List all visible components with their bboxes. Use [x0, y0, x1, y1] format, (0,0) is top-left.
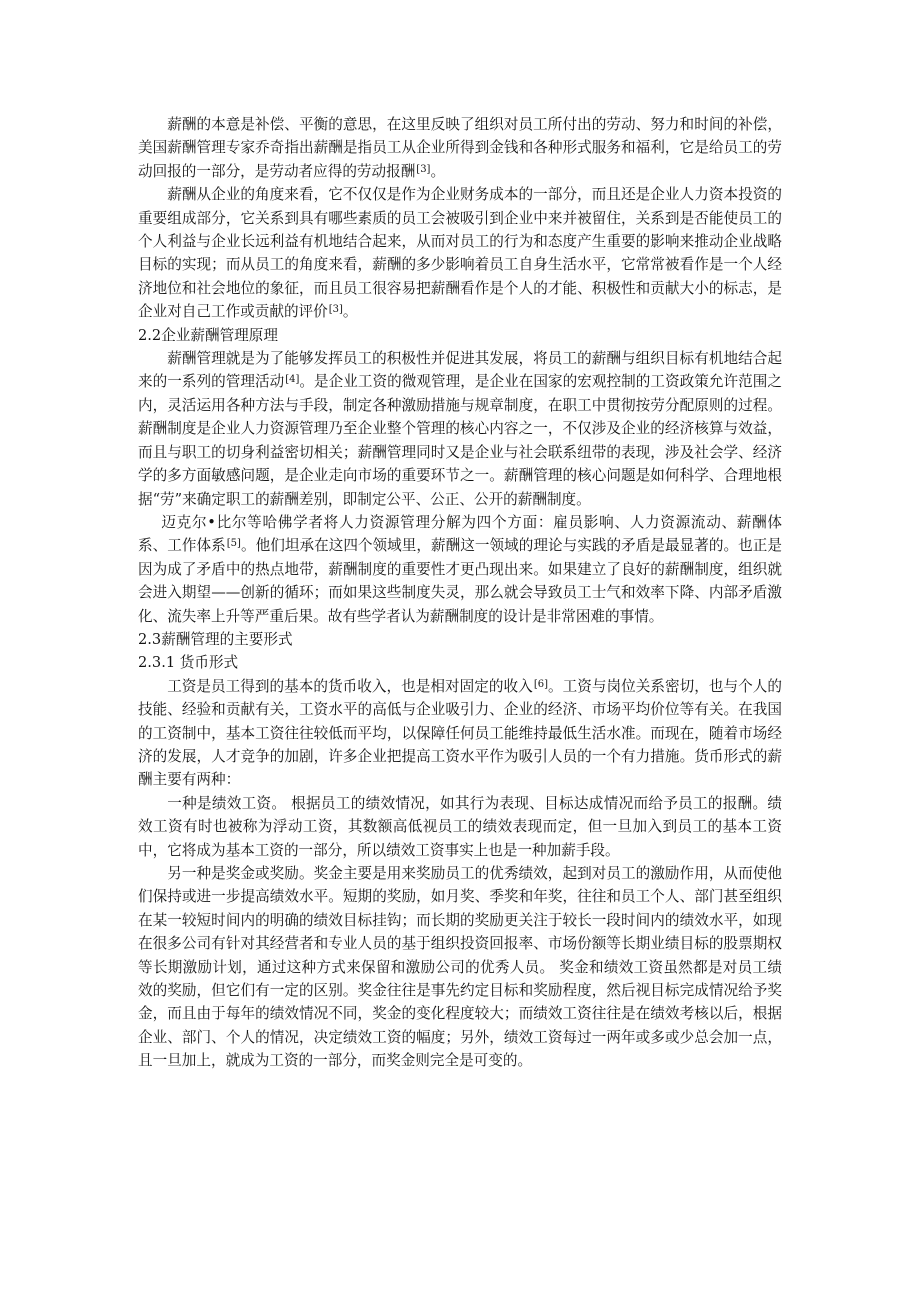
paragraph-harvard-scholars: 迈克尔•比尔等哈佛学者将人力资源管理分解为四个方面：雇员影响、人力资源流动、薪酬体系、工作体系[5]。他们坦承在这四个领域里，薪酬这一领域的理论与实践的矛盾是最显著的。也正是因为成了矛盾中的热点地带，薪酬制度的重要性才更凸现出来。如果建立了良好的薪酬制度，组织就会进入期望——创新的循环；而如果这些制度失灵，那么就会导致员工士气和效率下降、内部矛盾激化、流失率上升等严重后果。故有些学者认为薪酬制度的设计是非常困难的事情。 — [138, 513, 782, 625]
citation-ref: [3] — [416, 163, 431, 175]
paragraph-salary-perspectives: 薪酬从企业的角度来看，它不仅仅是作为企业财务成本的一部分，而且还是企业人力资本投资的重要组成部分，它关系到具有哪些素质的员工会被吸引到企业中来并被留住，关系到是否能使员工的个人利益与企业长远利益有机地结合起来，从而对员工的行为和态度产生重要的影响来推动企业战略目标的实现；而从员工的角度来看，薪酬的多少影响着员工自身生活水平，它常常被看作是一个人经济地位和社会地位的象征，而且员工很容易把薪酬看作是个人的才能、积极性和贡献大小的标志，是企业对自己工作或贡献的评价[3]。 — [138, 186, 782, 321]
section-heading-2-2: 2.2企业薪酬管理原理 — [138, 326, 278, 344]
paragraph-performance-pay: 一种是绩效工资。 根据员工的绩效情况，如其行为表现、目标达成情况而给予员工的报酬。绩效工资有时也被称为浮动工资，其数额高低视员工的绩效表现而定，但一旦加入到员工的基本工资中，它将成为基本工资的一部分，所以绩效工资事实上也是一种加薪手段。 — [138, 794, 782, 859]
paragraph-wages: 工资是员工得到的基本的货币收入，也是相对固定的收入[6]。工资与岗位关系密切，也与个人的技能、经验和贡献有关，工资水平的高低与企业吸引力、企业的经济、市场平均价位等有关。在我国的工资制中，基本工资往往较低而平均，以保障任何员工能维持最低生活水准。而现在，随着市场经济的发展，人才竞争的加剧，许多企业把提高工资水平作为吸引人员的一个有力措施。货币形式的薪酬主要有两种： — [138, 677, 782, 789]
citation-ref: [5] — [226, 538, 241, 550]
citation-ref: [4] — [285, 374, 300, 386]
paragraph-salary-meaning: 薪酬的本意是补偿、平衡的意思，在这里反映了组织对员工所付出的劳动、努力和时间的补偿，美国薪酬管理专家乔奇指出薪酬是指员工从企业所得到金钱和各种形式服务和福利，它是给员工的劳动回报的一部分，是劳动者应得的劳动报酬[3]。 — [138, 116, 782, 180]
section-heading-2-3-1: 2.3.1 货币形式 — [138, 654, 239, 672]
citation-ref: [6] — [533, 678, 548, 690]
paragraph-bonus: 另一种是奖金或奖励。奖金主要是用来奖励员工的优秀绩效，起到对员工的激励作用，从而使他们保持或进一步提高绩效水平。短期的奖励，如月奖、季奖和年奖，往往和员工个人、部门甚至组织在某一较短时间内的明确的绩效目标挂钩；而长期的奖励更关注于较长一段时间内的绩效水平，如现在很多公司有针对其经营者和专业人员的基于组织投资回报率、市场份额等长期业绩目标的股票期权等长期激励计划，通过这种方式来保留和激励公司的优秀人员。 奖金和绩效工资虽然都是对员工绩效的奖励，但它们有一定的区别。奖金往往是事先约定目标和奖励程度，然后视目标完成情况给予奖金，而且由于每年的绩效情况不同，奖金的变化程度较大；而绩效工资往往是在绩效考核以后，根据企业、部门、个人的情况，决定绩效工资的幅度；另外，绩效工资每过一两年或多或少总会加一点，且一旦加上，就成为工资的一部分，而奖金则完全是可变的。 — [138, 865, 782, 1070]
paragraph-salary-management: 薪酬管理就是为了能够发挥员工的积极性并促进其发展，将员工的薪酬与组织目标有机地结合起来的一系列的管理活动[4]。是企业工资的微观管理，是企业在国家的宏观控制的工资政策允许范围之内，灵活运用各种方法与手段，制定各种激励措施与规章制度，在职工中贯彻按劳分配原则的过程。薪酬制度是企业人力资源管理乃至企业整个管理的核心内容之一，不仅涉及企业的经济核算与效益，而且与职工的切身利益密切相关；薪酬管理同时又是企业与社会联系纽带的表现，涉及社会学、经济学的多方面敏感问题，是企业走向市场的重要环节之一。薪酬管理的核心问题是如何科学、合理地根据“劳”来确定职工的薪酬差别，即制定公平、公正、公开的薪酬制度。 — [138, 350, 782, 508]
citation-ref: [3] — [328, 304, 343, 316]
section-heading-2-3: 2.3薪酬管理的主要形式 — [138, 630, 293, 648]
